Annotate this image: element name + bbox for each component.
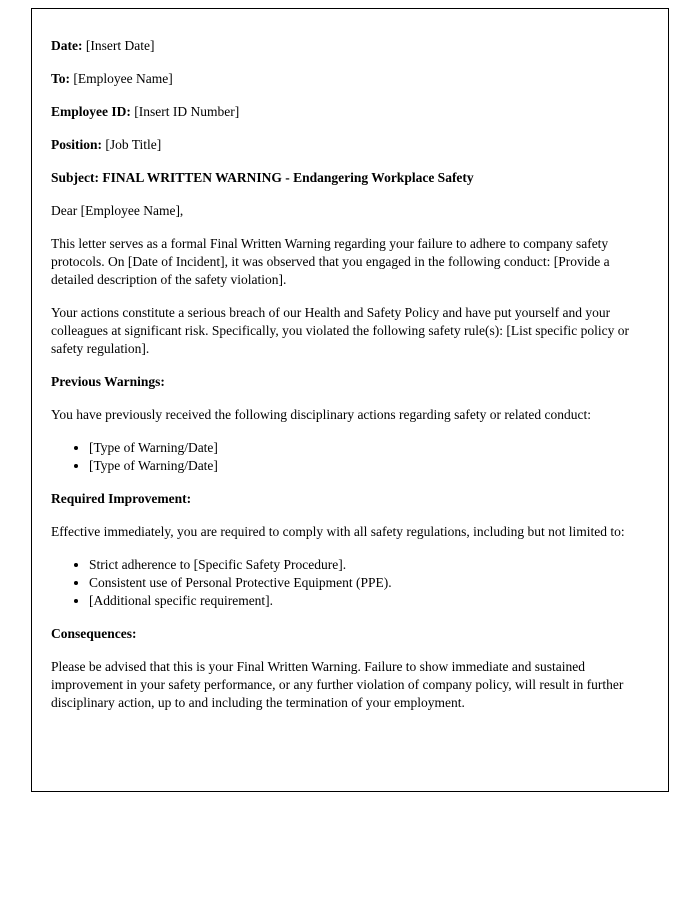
consequences-body: Please be advised that this is your Final Written Warning. Failure to show immediate and sustained improvement in your safety performance, or any further violation of company policy, will result in further disciplinary action, up to and including the termination of your employment. — [51, 659, 624, 710]
field-to — [51, 70, 649, 88]
field-employee-id-label: Employee ID: — [51, 104, 131, 119]
required-improvement-intro: Effective immediately, you are required to comply with all safety regulations, including but not limited to: — [51, 524, 625, 539]
required-improvement-heading: Required Improvement: — [51, 491, 192, 506]
field-position — [51, 136, 649, 154]
field-date-value: [Insert Date] — [85, 38, 155, 53]
previous-warning-item: • [Type of Warning/Date] — [89, 439, 649, 457]
required-improvement-list — [51, 556, 649, 610]
field-date — [51, 37, 649, 55]
field-to-label: To: — [51, 71, 71, 86]
required-improvement-item: • Consistent use of Personal Protective Equipment (PPE). — [89, 574, 649, 592]
field-to-value: [Employee Name] — [73, 71, 173, 86]
subject-line: Subject: FINAL WRITTEN WARNING - Endangering Workplace Safety — [51, 170, 474, 185]
field-employee-id — [51, 103, 649, 121]
field-position-value: [Job Title] — [105, 137, 162, 152]
field-date-label: Date: — [51, 38, 83, 53]
field-position-label: Position: — [51, 137, 103, 152]
required-improvement-item: • Strict adherence to [Specific Safety Procedure]. — [89, 556, 649, 574]
consequences-heading: Consequences: — [51, 626, 137, 641]
field-employee-id-value: [Insert ID Number] — [134, 104, 240, 119]
previous-warning-item: • [Type of Warning/Date] — [89, 457, 649, 475]
paragraph-breach: Your actions constitute a serious breach of our Health and Safety Policy and have put yourself and your colleagues at significant risk. Specifically, you violated the following safety rule(s): [List specific policy or safety regulation]. — [51, 305, 629, 356]
required-improvement-item: • [Additional specific requirement]. — [89, 592, 649, 610]
previous-warnings-list — [51, 439, 649, 475]
salutation: Dear [Employee Name], — [51, 203, 184, 218]
letter-page — [31, 8, 669, 792]
paragraph-intro: This letter serves as a formal Final Written Warning regarding your failure to adhere to company safety protocols. On [Date of Incident], it was observed that you engaged in the following conduct: [Provide a detailed description of the safety violation]. — [51, 236, 610, 287]
previous-warnings-heading: Previous Warnings: — [51, 374, 165, 389]
previous-warnings-intro: You have previously received the following disciplinary actions regarding safety or related conduct: — [51, 407, 591, 422]
